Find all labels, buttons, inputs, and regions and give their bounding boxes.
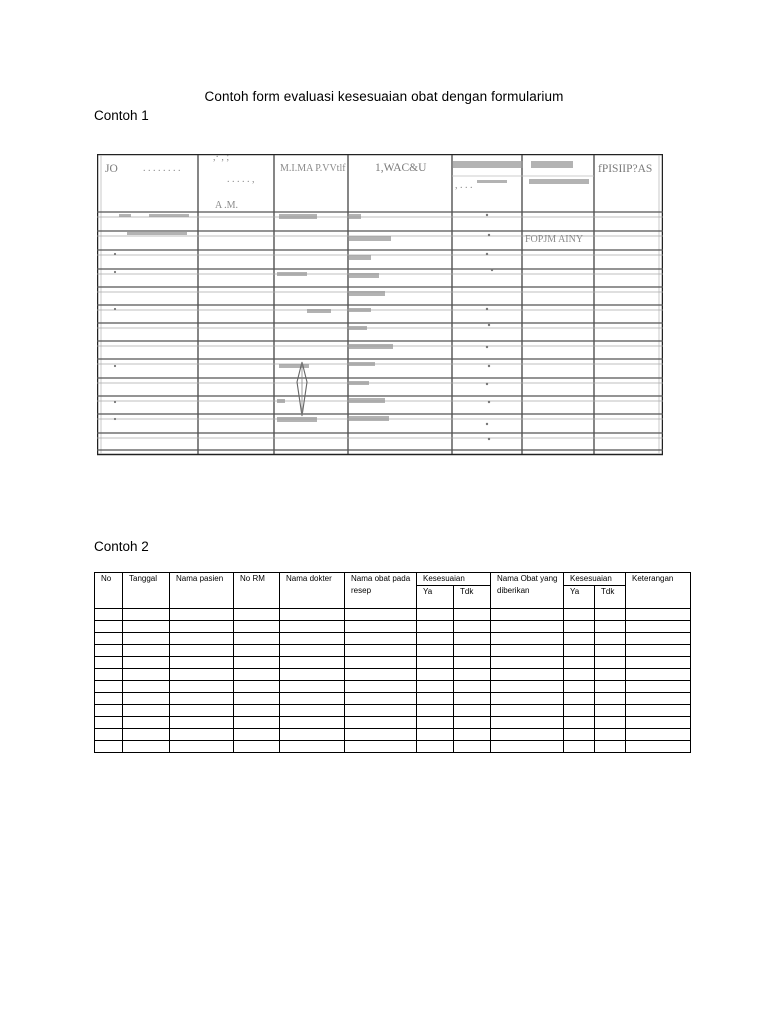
- table-cell: [564, 717, 595, 729]
- table-cell: [417, 621, 454, 633]
- table-cell: [564, 633, 595, 645]
- table-cell: [95, 681, 123, 693]
- col-tanggal: Tanggal: [123, 573, 170, 609]
- table-cell: [345, 693, 417, 705]
- table-cell: [345, 633, 417, 645]
- scan-header-no: JO: [105, 163, 118, 175]
- table-cell: [454, 681, 491, 693]
- table-row: [95, 657, 691, 669]
- table-cell: [170, 717, 234, 729]
- table-cell: [491, 657, 564, 669]
- scan-header-date2: . . . . . ,: [227, 174, 255, 185]
- table-cell: [454, 657, 491, 669]
- table-cell: [417, 669, 454, 681]
- table-cell: [564, 657, 595, 669]
- table-cell: [417, 693, 454, 705]
- table-cell: [491, 729, 564, 741]
- col-keterangan: Keterangan: [626, 573, 691, 609]
- table-cell: [491, 609, 564, 621]
- table-cell: [491, 681, 564, 693]
- table-cell: [280, 705, 345, 717]
- table-cell: [234, 681, 280, 693]
- table-cell: [95, 609, 123, 621]
- table-cell: [454, 645, 491, 657]
- table-row: [95, 681, 691, 693]
- table-cell: [417, 645, 454, 657]
- table-cell: [123, 693, 170, 705]
- table-cell: [345, 669, 417, 681]
- col-nama-pasien: Nama pasien: [170, 573, 234, 609]
- table-row: [95, 717, 691, 729]
- col-nama-obat-resep: Nama obat pada resep: [345, 573, 417, 609]
- table-cell: [454, 693, 491, 705]
- contoh2-label: Contoh 2: [94, 539, 149, 554]
- col-nama-obat-diberikan: Nama Obat yang diberikan: [491, 573, 564, 609]
- table-cell: [564, 645, 595, 657]
- scanned-form-grid: [97, 154, 663, 456]
- table-cell: [491, 633, 564, 645]
- table-cell: [280, 693, 345, 705]
- table-cell: [454, 609, 491, 621]
- table-cell: [626, 633, 691, 645]
- table-cell: [595, 705, 626, 717]
- table-cell: [95, 621, 123, 633]
- table-cell: [417, 657, 454, 669]
- scan-header-am: A .M.: [215, 200, 239, 211]
- table-cell: [595, 741, 626, 753]
- table-cell: [454, 705, 491, 717]
- table-cell: [280, 717, 345, 729]
- table-row: [95, 669, 691, 681]
- table-cell: [170, 729, 234, 741]
- table-cell: [454, 621, 491, 633]
- table-cell: [234, 693, 280, 705]
- table-cell: [595, 633, 626, 645]
- table-cell: [595, 681, 626, 693]
- table-cell: [234, 729, 280, 741]
- table-cell: [95, 645, 123, 657]
- table-cell: [417, 741, 454, 753]
- table-cell: [491, 621, 564, 633]
- table-cell: [595, 729, 626, 741]
- table-cell: [564, 681, 595, 693]
- col-nama-dokter: Nama dokter: [280, 573, 345, 609]
- table-row: [95, 741, 691, 753]
- table-cell: [234, 609, 280, 621]
- table-cell: [626, 609, 691, 621]
- table-cell: [280, 621, 345, 633]
- table-cell: [280, 669, 345, 681]
- table-row: [95, 645, 691, 657]
- table-row: [95, 621, 691, 633]
- table-cell: [626, 693, 691, 705]
- table-cell: [280, 729, 345, 741]
- table-cell: [564, 621, 595, 633]
- scan-header-dots: . . . . . . . .: [143, 163, 181, 174]
- table-cell: [95, 717, 123, 729]
- table-cell: [626, 681, 691, 693]
- table-cell: [417, 705, 454, 717]
- scan-header-date: ,· , ;: [213, 152, 230, 163]
- scan-header-resep: 1,WAC&U: [375, 162, 427, 174]
- table-cell: [280, 633, 345, 645]
- table-cell: [564, 693, 595, 705]
- table-cell: [345, 729, 417, 741]
- table-cell: [123, 657, 170, 669]
- table-cell: [595, 609, 626, 621]
- page-title: Contoh form evaluasi kesesuaian obat dengan formularium: [204, 89, 564, 104]
- table-cell: [345, 645, 417, 657]
- scan-row-mark: FOPJM AINY: [525, 234, 584, 245]
- table-cell: [345, 717, 417, 729]
- table-cell: [170, 669, 234, 681]
- table-cell: [123, 681, 170, 693]
- table-cell: [234, 741, 280, 753]
- table-cell: [95, 705, 123, 717]
- table-cell: [626, 705, 691, 717]
- col-kesesuaian-2: Kesesuaian: [564, 573, 626, 586]
- table-cell: [170, 693, 234, 705]
- table-cell: [491, 645, 564, 657]
- table-cell: [345, 741, 417, 753]
- scan-header-right: fPISIIP?AS: [598, 163, 653, 175]
- table-cell: [123, 729, 170, 741]
- table-cell: [564, 741, 595, 753]
- evaluation-table: [94, 572, 691, 753]
- col-tdk-2: Tdk: [595, 586, 626, 609]
- col-kesesuaian-1: Kesesuaian: [417, 573, 491, 586]
- table-row: [95, 705, 691, 717]
- scan-header-nama: M.I.MA P.VVtlf: [280, 163, 346, 174]
- table-cell: [170, 705, 234, 717]
- table-cell: [345, 681, 417, 693]
- contoh1-label: Contoh 1: [94, 108, 149, 123]
- table-cell: [417, 717, 454, 729]
- table-cell: [491, 693, 564, 705]
- table-cell: [170, 633, 234, 645]
- table-cell: [345, 621, 417, 633]
- table-row: [95, 693, 691, 705]
- table-cell: [564, 729, 595, 741]
- table-cell: [280, 741, 345, 753]
- table-row: [95, 609, 691, 621]
- table-cell: [626, 741, 691, 753]
- table-cell: [491, 669, 564, 681]
- table-cell: [95, 741, 123, 753]
- table-cell: [234, 621, 280, 633]
- col-tdk-1: Tdk: [454, 586, 491, 609]
- table-cell: [626, 645, 691, 657]
- scanned-form-image: [97, 154, 663, 456]
- table-cell: [626, 621, 691, 633]
- table-cell: [345, 705, 417, 717]
- table-cell: [595, 645, 626, 657]
- table-cell: [491, 717, 564, 729]
- table-cell: [417, 729, 454, 741]
- table-cell: [95, 693, 123, 705]
- table-cell: [454, 741, 491, 753]
- table-cell: [454, 633, 491, 645]
- table-cell: [491, 705, 564, 717]
- table-row: [95, 729, 691, 741]
- table-cell: [234, 657, 280, 669]
- table-cell: [280, 681, 345, 693]
- table-cell: [564, 669, 595, 681]
- table-body: [95, 609, 691, 753]
- table-cell: [626, 717, 691, 729]
- table-cell: [170, 741, 234, 753]
- table-cell: [280, 645, 345, 657]
- table-cell: [280, 609, 345, 621]
- table-cell: [123, 669, 170, 681]
- table-cell: [345, 657, 417, 669]
- table-cell: [123, 621, 170, 633]
- table-cell: [123, 717, 170, 729]
- col-ya-1: Ya: [417, 586, 454, 609]
- scan-header-kesesuaian: , . . .: [455, 180, 473, 191]
- table-cell: [234, 633, 280, 645]
- table-cell: [95, 669, 123, 681]
- table-cell: [234, 705, 280, 717]
- table-cell: [123, 705, 170, 717]
- table-cell: [345, 609, 417, 621]
- col-ya-2: Ya: [564, 586, 595, 609]
- table-cell: [234, 645, 280, 657]
- table-cell: [595, 657, 626, 669]
- table-cell: [170, 609, 234, 621]
- table-cell: [595, 621, 626, 633]
- col-no-rm: No RM: [234, 573, 280, 609]
- table-cell: [123, 645, 170, 657]
- table-cell: [626, 729, 691, 741]
- table-cell: [417, 609, 454, 621]
- table-cell: [170, 681, 234, 693]
- table-cell: [95, 633, 123, 645]
- table-cell: [123, 633, 170, 645]
- col-no: No: [95, 573, 123, 609]
- table-cell: [626, 669, 691, 681]
- table-cell: [595, 669, 626, 681]
- table-cell: [454, 669, 491, 681]
- table-cell: [95, 657, 123, 669]
- table-cell: [170, 621, 234, 633]
- table-cell: [417, 681, 454, 693]
- table-cell: [454, 729, 491, 741]
- table-row: [95, 633, 691, 645]
- table-cell: [95, 729, 123, 741]
- table-cell: [234, 669, 280, 681]
- table-cell: [454, 717, 491, 729]
- table-cell: [564, 609, 595, 621]
- table-cell: [595, 693, 626, 705]
- table-cell: [626, 657, 691, 669]
- table-cell: [595, 717, 626, 729]
- table-cell: [123, 741, 170, 753]
- table-cell: [170, 645, 234, 657]
- table-cell: [170, 657, 234, 669]
- table-cell: [417, 633, 454, 645]
- table-cell: [123, 609, 170, 621]
- table-cell: [234, 717, 280, 729]
- table-cell: [280, 657, 345, 669]
- table-cell: [491, 741, 564, 753]
- table-cell: [564, 705, 595, 717]
